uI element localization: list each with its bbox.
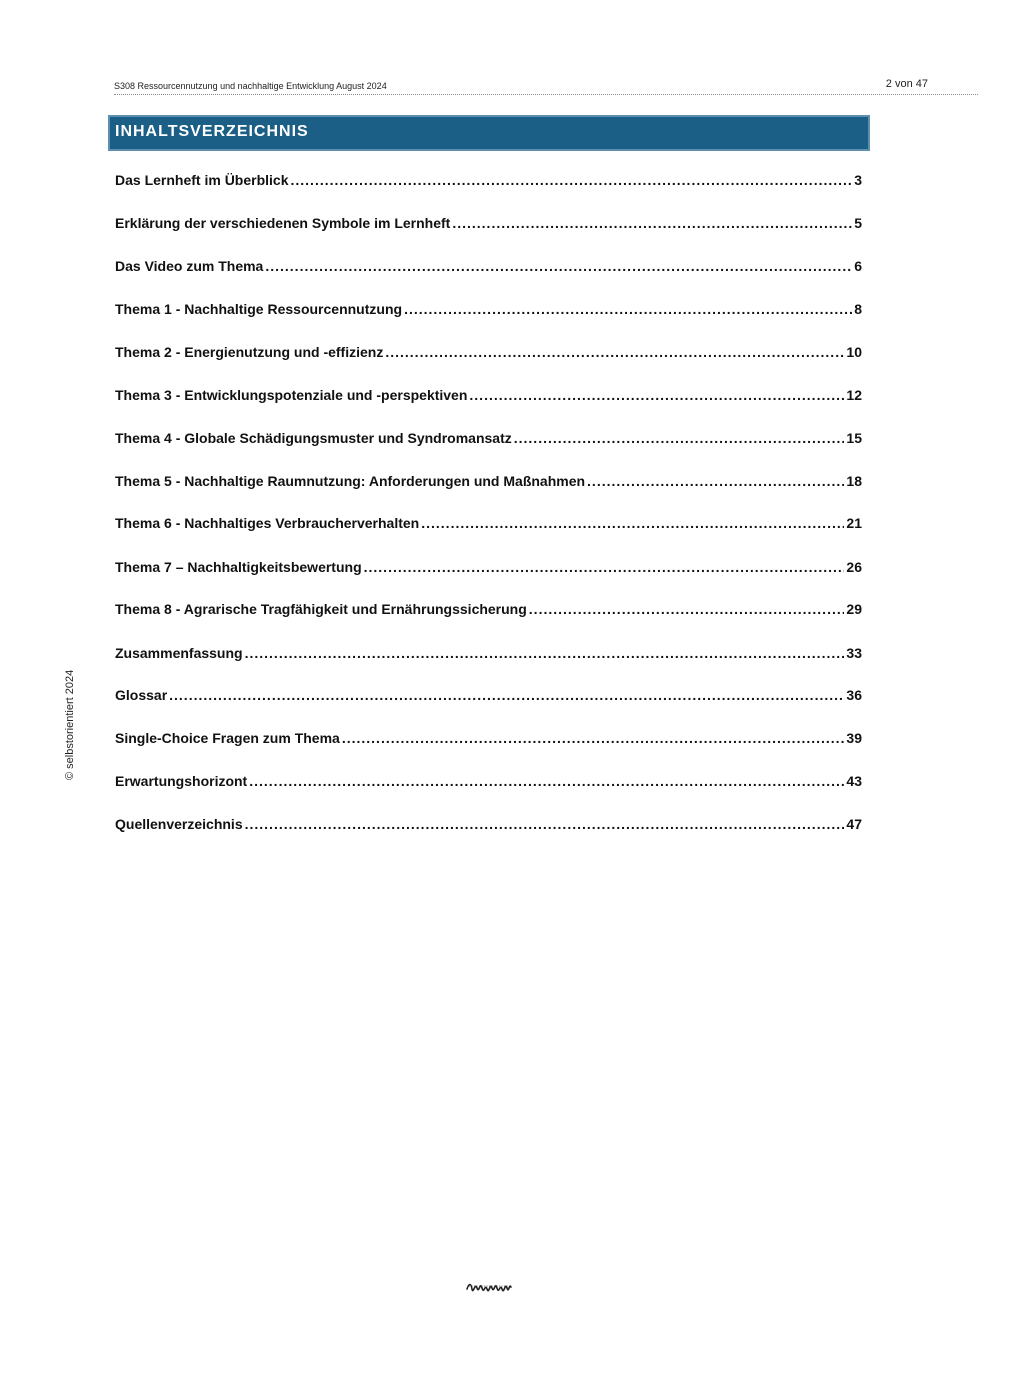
leader-dots <box>385 344 844 360</box>
toc-entry[interactable]: Erwartungshorizont ..... 43 <box>115 773 862 793</box>
leader-dots <box>404 301 852 317</box>
copyright-notice: © selbstorientiert 2024 <box>64 669 76 780</box>
toc-entry[interactable]: Thema 6 - Nachhaltiges Verbraucherverhalten ..... 21 <box>115 515 862 535</box>
toc-heading: INHALTSVERZEICHNIS <box>115 123 309 140</box>
toc-entry[interactable]: Thema 1 - Nachhaltige Ressourcennutzung ..... 8 <box>115 301 862 321</box>
toc-entry[interactable]: Glossar ..... 36 <box>115 687 862 707</box>
toc-entry[interactable]: Zusammenfassung ..... 33 <box>115 645 862 665</box>
toc-entry[interactable]: Das Video zum Thema ..... 6 <box>115 258 862 278</box>
leader-dots <box>291 172 853 188</box>
leader-dots <box>249 773 844 789</box>
leader-dots <box>587 473 844 489</box>
leader-dots <box>529 601 845 617</box>
toc-entry[interactable]: Thema 2 - Energienutzung und -effizienz ..... 10 <box>115 344 862 364</box>
toc-entry[interactable]: Quellenverzeichnis ..... 47 <box>115 816 862 836</box>
toc-entry[interactable]: Thema 7 – Nachhaltigkeitsbewertung ..... 26 <box>115 559 862 579</box>
toc-entry[interactable]: Thema 3 - Entwicklungspotenziale und -perspektiven ..... 12 <box>115 387 862 407</box>
toc-entry[interactable]: Thema 5 - Nachhaltige Raumnutzung: Anforderungen und Maßnahmen ..... 18 <box>115 473 862 493</box>
toc-entry[interactable]: Thema 4 - Globale Schädigungsmuster und Syndromansatz ..... 15 <box>115 430 862 450</box>
page-header <box>114 76 978 95</box>
page-indicator: 2 von 47 <box>885 78 928 90</box>
leader-dots <box>169 687 844 703</box>
leader-dots <box>245 645 845 661</box>
leader-dots <box>265 258 852 274</box>
leader-dots <box>452 215 852 231</box>
leader-dots <box>469 387 844 403</box>
toc-entry[interactable]: Single-Choice Fragen zum Thema ..... 39 <box>115 730 862 750</box>
leader-dots <box>421 515 844 531</box>
toc-heading-banner <box>108 115 870 151</box>
toc-entry[interactable]: Thema 8 - Agrarische Tragfähigkeit und Ernährungssicherung ..... 29 <box>115 601 862 621</box>
document-title: S308 Ressourcennutzung und nachhaltige Entwicklung August 2024 <box>114 81 387 91</box>
toc-entry[interactable]: Das Lernheft im Überblick ..... 3 <box>115 172 862 192</box>
leader-dots <box>364 559 845 575</box>
leader-dots <box>342 730 845 746</box>
leader-dots <box>514 430 845 446</box>
selbstorientiert-signature-logo-icon <box>466 1279 512 1293</box>
leader-dots <box>245 816 845 832</box>
toc-entry[interactable]: Erklärung der verschiedenen Symbole im Lernheft ..... 5 <box>115 215 862 235</box>
